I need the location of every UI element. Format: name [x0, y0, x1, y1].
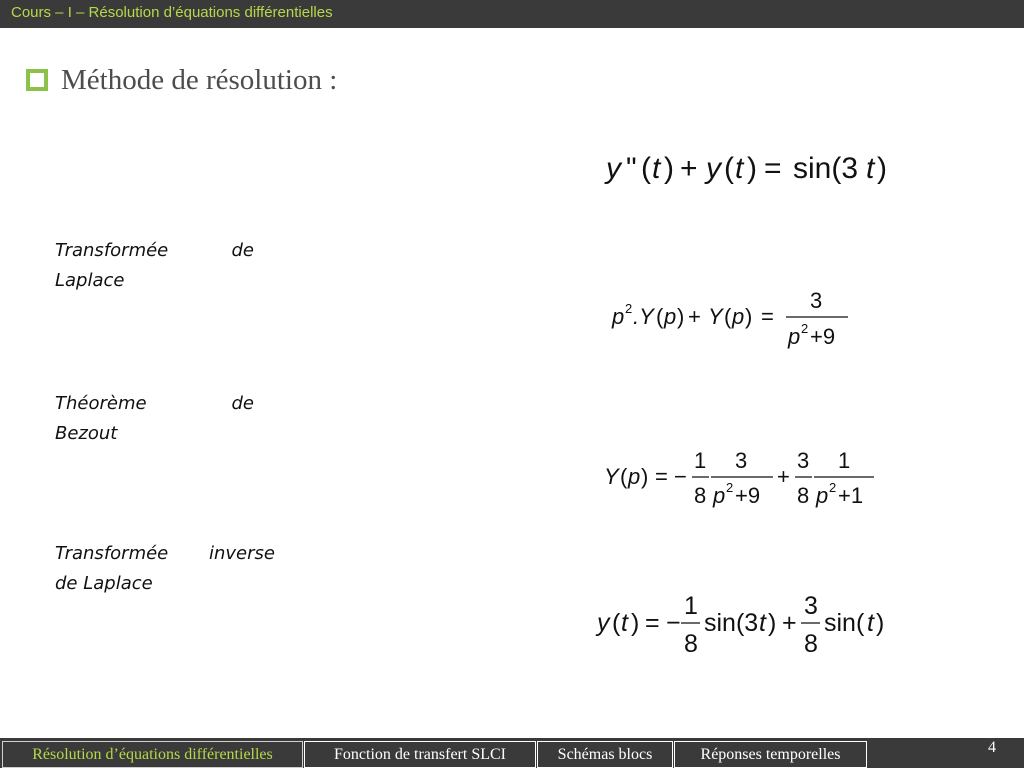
laplace-equation — [600, 282, 860, 357]
svg-text:p 2 .Y (p) +: p 2 .Y (p) + Y(p) = 3 p2+9 — [612, 288, 836, 349]
tab-fonction-transfert[interactable]: Fonction de transfert SLCI — [304, 741, 536, 768]
header-bar — [0, 0, 1024, 28]
differential-equation — [600, 140, 900, 195]
section-heading: Méthode de résolution : — [61, 64, 338, 96]
step-bezout-theorem: Théorème de Bezout — [55, 393, 254, 444]
course-title: Cours – I – Résolution d’équations différentielles — [11, 4, 333, 21]
tab-reponses-temporelles[interactable]: Réponses temporelles — [674, 741, 867, 768]
tab-schemas-blocs[interactable]: Schémas blocs — [537, 741, 673, 768]
svg-text:y"(t)+y(t)=sin(3t): y " (t ) + y (t ) = sin(3 t) — [606, 152, 887, 185]
bezout-decomposition — [600, 445, 890, 520]
step-laplace-transform: Transformée de Laplace — [55, 240, 254, 291]
svg-text:y(t) =− 18 sin(3t): y (t ) = − 1 8 sin(3t) + 3 8 sin( t) — [597, 592, 885, 658]
page-number: 4 — [988, 739, 996, 756]
tab-resolution-equations[interactable]: Résolution d’équations différentielles — [2, 741, 303, 768]
square-bullet-icon — [26, 69, 48, 91]
step-inverse-laplace: Transformée inverse de Laplace — [55, 543, 275, 594]
time-domain-solution — [595, 590, 890, 660]
svg-text:Y(p) =− 18 3 p: Y(p) = − 1 8 3 p2+9 + 3 8 1 p2+1 — [604, 448, 864, 508]
